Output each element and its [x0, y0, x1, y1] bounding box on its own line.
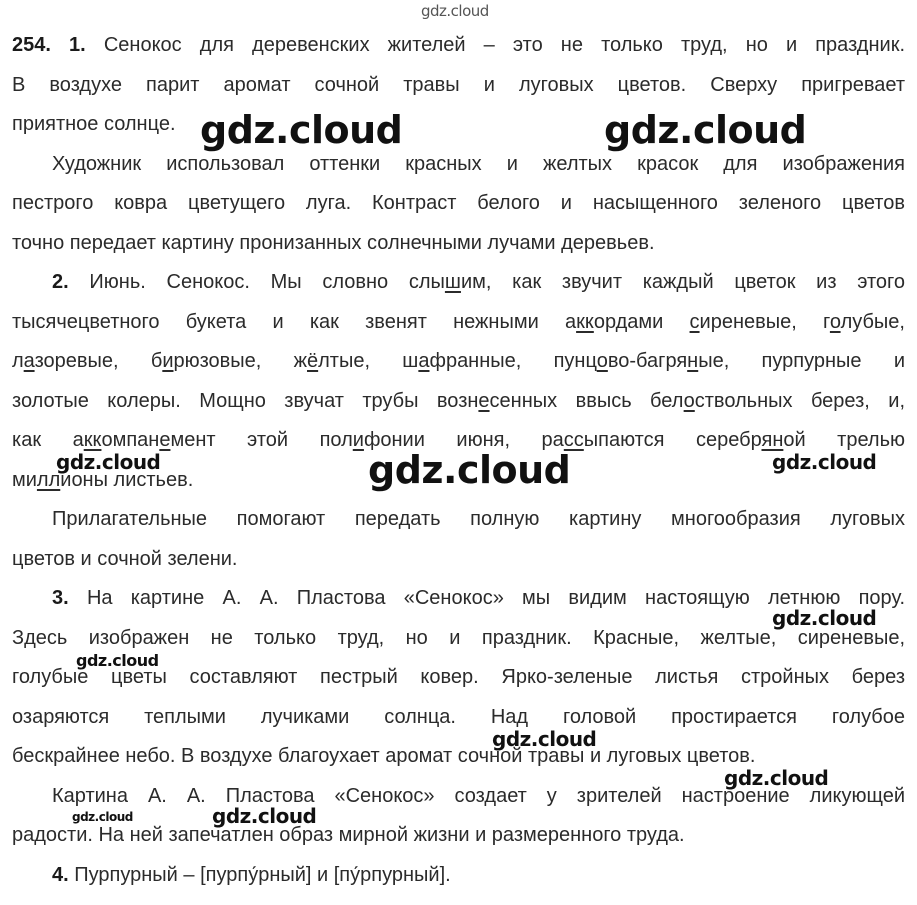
underlined-letter: а: [418, 350, 430, 372]
text-run: ствольных берез, и,: [694, 389, 906, 412]
watermark: gdz.cloud: [772, 606, 877, 630]
underlined-letter: ян: [761, 429, 784, 451]
watermark: gdz.cloud: [604, 108, 807, 152]
underlined-letter: кк: [576, 310, 594, 333]
text-run: фонии июня, ра: [363, 429, 564, 451]
text-run: зоревые, б: [34, 350, 163, 372]
underlined-letter: н: [687, 350, 699, 372]
text-run: лубые,: [840, 310, 905, 333]
text-run: золотые колеры. Мощно звучат трубы возн: [12, 389, 479, 412]
section-number: 1.: [69, 34, 86, 56]
underlined-letter: сс: [563, 429, 584, 451]
text-run: иреневые, г: [699, 310, 830, 333]
text-run: л: [12, 350, 24, 372]
text-run: во-багря: [607, 350, 688, 372]
text-run: Пурпурный – [пурпу́рный] и [пу́рпурный].: [74, 863, 451, 886]
watermark: gdz.cloud: [72, 810, 133, 824]
text-run: Сенокос для деревенских жителей – это не только труд, но и праздник.: [103, 34, 906, 56]
text-run: ыпаются серебр: [583, 429, 762, 451]
watermark: gdz.cloud: [56, 450, 161, 474]
section-number: 3.: [52, 587, 69, 609]
underlined-letter: и: [162, 350, 174, 372]
text-run: ионы листьев.: [60, 468, 194, 491]
watermark: gdz.cloud: [200, 108, 403, 152]
text-run: сенных ввысь бел: [489, 389, 684, 412]
text-line: цветов и сочной зелени.: [12, 547, 238, 570]
text-line: [12, 303, 905, 343]
text-run: ми: [12, 468, 37, 491]
text-line: Прилагательные помогают передать полную картину многообразия луговых: [52, 508, 905, 530]
text-line: пестрого ковра цветущего луга. Контраст белого и насыщенного зеленого цветов: [12, 192, 905, 214]
text-line: [12, 26, 905, 66]
text-line: бескрайнее небо. В воздухе благоухает аромат сочной травы и луговых цветов.: [12, 745, 756, 767]
text-run: тысячецветного букета и как звенят нежными а: [12, 310, 577, 333]
text-run: ордами: [593, 310, 690, 333]
header-watermark: gdz.cloud: [421, 2, 489, 20]
watermark: gdz.cloud: [492, 727, 597, 751]
exercise-number: 254.: [12, 34, 51, 56]
text-line: [12, 856, 905, 896]
text-run: Июнь. Сенокос. Мы словно слы: [89, 271, 445, 293]
text-run: ые, пурпурные и: [698, 350, 905, 372]
underlined-letter: кк: [83, 429, 102, 451]
text-run: как а: [12, 429, 84, 451]
watermark: gdz.cloud: [724, 766, 829, 790]
text-line: Картина А. А. Пластова «Сенокос» создает у зрителей настроение ликующей: [52, 784, 905, 807]
text-line: [12, 382, 905, 422]
text-run: рюзовые, ж: [173, 350, 308, 372]
text-run: мент этой пол: [170, 429, 353, 451]
underlined-letter: ё: [307, 350, 319, 372]
section-number: 2.: [52, 271, 69, 293]
text-line: точно передает картину пронизанных солнечными лучами деревьев.: [12, 231, 655, 254]
watermark: gdz.cloud: [76, 651, 159, 670]
underlined-letter: е: [159, 429, 171, 451]
text-line: Здесь изображен не только труд, но и праздник. Красные, желтые, сиреневые,: [12, 626, 905, 649]
underlined-letter: ш: [444, 271, 461, 293]
text-line: [12, 263, 905, 303]
text-line: Художник использовал оттенки красных и желтых красок для изображения: [52, 152, 905, 175]
text-run: им, как звучит каждый цветок из этого: [460, 271, 906, 293]
watermark: gdz.cloud: [772, 450, 877, 474]
text-line: В воздухе парит аромат сочной травы и луговых цветов. Сверху пригревает: [12, 73, 905, 96]
text-run: лтые, ш: [318, 350, 419, 372]
text-line: [12, 342, 905, 382]
text-line: голубые цветы составляют пестрый ковер. Ярко-зеленые листья стройных берез: [12, 666, 905, 688]
text-line: радости. На ней запечатлен образ мирной жизни и размеренного труда.: [12, 824, 685, 846]
underlined-letter: и: [352, 429, 364, 451]
text-run: франные, пунц: [429, 350, 597, 372]
text-run: ой трелью: [783, 429, 906, 451]
section-number: 4.: [52, 863, 69, 886]
underlined-letter: с: [689, 310, 700, 333]
underlined-letter: о: [829, 310, 841, 333]
underlined-letter: о: [596, 350, 608, 372]
text-run: омпан: [101, 429, 160, 451]
watermark: gdz.cloud: [368, 448, 571, 492]
text-line: озаряются теплыми лучиками солнца. Над головой простирается голубое: [12, 705, 905, 728]
text-run: На картине А. А. Пластова «Сенокос» мы видим настоящую летнюю пору.: [86, 587, 905, 609]
underlined-letter: а: [23, 350, 35, 372]
underlined-letter: е: [478, 389, 490, 412]
underlined-letter: лл: [36, 468, 61, 491]
watermark: gdz.cloud: [212, 804, 317, 828]
underlined-letter: о: [683, 389, 695, 412]
text-line: приятное солнце.: [12, 113, 176, 135]
